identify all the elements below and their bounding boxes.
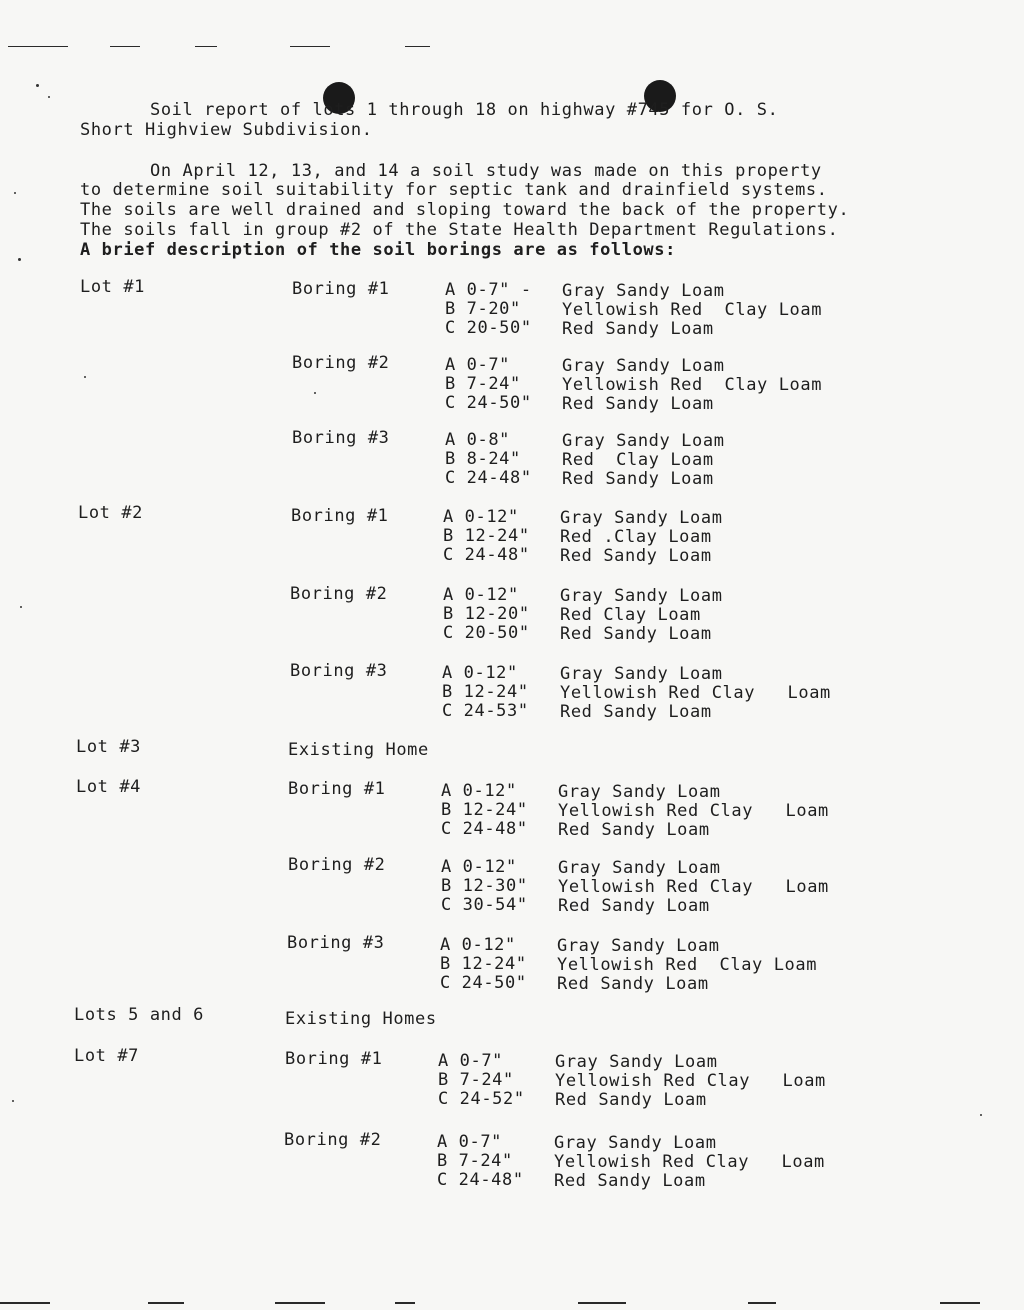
horizon-depths xyxy=(440,936,527,993)
scan-speck xyxy=(314,392,316,394)
soil-row: Gray Sandy Loam xyxy=(560,586,723,606)
horizon-row: C 24-48" xyxy=(445,468,532,488)
scan-footer-noise xyxy=(148,1302,184,1304)
soil-descriptions xyxy=(554,1134,825,1191)
soil-descriptions xyxy=(558,783,829,840)
lot-note: Existing Homes xyxy=(285,1009,437,1029)
horizon-row: A 0-12" xyxy=(443,507,519,527)
boring-label: Boring #2 xyxy=(284,1130,382,1150)
horizon-row: C 20-50" xyxy=(445,318,532,338)
soil-descriptions xyxy=(562,432,725,489)
soil-row: Gray Sandy Loam xyxy=(562,431,725,451)
scan-speck xyxy=(14,192,16,194)
horizon-row: B 7-24" xyxy=(438,1070,514,1090)
boring-label: Boring #1 xyxy=(288,779,386,799)
scan-speck xyxy=(36,84,39,87)
boring-label: Boring #3 xyxy=(292,428,390,448)
soil-row: Yellowish Red Clay Loam xyxy=(557,955,818,975)
boring-label: Boring #3 xyxy=(290,661,388,681)
soil-row: Red Sandy Loam xyxy=(554,1171,706,1191)
soil-descriptions xyxy=(562,282,822,339)
horizon-row: B 7-24" xyxy=(437,1151,513,1171)
horizon-row: A 0-7" xyxy=(438,1051,504,1071)
horizon-row: B 7-24" xyxy=(445,374,521,394)
horizon-row: A 0-7" xyxy=(437,1132,503,1152)
horizon-depths xyxy=(445,431,532,488)
soil-row: Gray Sandy Loam xyxy=(558,782,721,802)
horizon-row: A 0-12" xyxy=(442,663,518,683)
horizon-row: B 12-24" xyxy=(443,526,530,546)
soil-row: Red Sandy Loam xyxy=(560,546,712,566)
soil-descriptions xyxy=(560,509,723,566)
horizon-row: C 24-48" xyxy=(437,1170,524,1190)
horizon-depths xyxy=(438,1052,525,1109)
soil-row: Red Sandy Loam xyxy=(562,394,714,414)
soil-row: Red Clay Loam xyxy=(560,605,701,625)
scan-speck xyxy=(48,96,50,98)
lot-label: Lot #4 xyxy=(76,777,142,797)
soil-row: Red Sandy Loam xyxy=(555,1090,707,1110)
horizon-row: C 24-50" xyxy=(445,393,532,413)
report-title-line1: Soil report of lots 1 through 18 on highway #745 for O. S. xyxy=(150,100,779,120)
scan-speck xyxy=(20,606,22,608)
soil-row: Red Sandy Loam xyxy=(562,319,714,339)
soil-row: Yellowish Red Clay Loam xyxy=(555,1071,826,1091)
soil-descriptions xyxy=(558,859,829,916)
lot-label: Lot #3 xyxy=(76,737,142,757)
scan-footer-noise xyxy=(0,1302,50,1304)
lot-label: Lots 5 and 6 xyxy=(74,1005,205,1025)
intro-line: The soils fall in group #2 of the State Health Department Regulations. xyxy=(80,220,839,240)
lot-label: Lot #1 xyxy=(80,277,146,297)
scan-footer-noise xyxy=(748,1302,776,1304)
horizon-row: B 12-20" xyxy=(443,604,530,624)
boring-label: Boring #2 xyxy=(290,584,388,604)
soil-row: Red Sandy Loam xyxy=(558,896,710,916)
horizon-depths xyxy=(445,281,532,338)
boring-label: Boring #3 xyxy=(287,933,385,953)
boring-label: Boring #2 xyxy=(292,353,390,373)
boring-label: Boring #1 xyxy=(285,1049,383,1069)
soil-row: Gray Sandy Loam xyxy=(557,936,720,956)
scan-footer-noise xyxy=(578,1302,626,1304)
scan-footer-noise xyxy=(940,1302,980,1304)
horizon-depths xyxy=(437,1133,524,1190)
horizon-row: A 0-12" xyxy=(441,781,517,801)
lot-label: Lot #7 xyxy=(74,1046,140,1066)
soil-descriptions xyxy=(560,587,723,644)
soil-row: Yellowish Red Clay Loam xyxy=(560,683,831,703)
soil-row: Gray Sandy Loam xyxy=(555,1052,718,1072)
horizon-row: A 0-7" - xyxy=(445,280,532,300)
lot-label: Lot #2 xyxy=(78,503,144,523)
soil-row: Yellowish Red Clay Loam xyxy=(554,1152,825,1172)
scan-header-noise xyxy=(0,0,1024,60)
soil-row: Red Sandy Loam xyxy=(560,624,712,644)
soil-descriptions xyxy=(557,937,817,994)
intro-line: A brief description of the soil borings are as follows: xyxy=(80,240,676,260)
soil-row: Red Sandy Loam xyxy=(560,702,712,722)
horizon-row: C 24-53" xyxy=(442,701,529,721)
horizon-row: A 0-12" xyxy=(443,585,519,605)
soil-row: Red Clay Loam xyxy=(562,450,714,470)
soil-descriptions xyxy=(560,665,831,722)
scan-speck xyxy=(980,1114,982,1116)
horizon-row: C 24-48" xyxy=(441,819,528,839)
soil-row: Yellowish Red Clay Loam xyxy=(562,300,823,320)
soil-row: Red Sandy Loam xyxy=(557,974,709,994)
soil-row: Gray Sandy Loam xyxy=(562,356,725,376)
soil-row: Gray Sandy Loam xyxy=(560,508,723,528)
horizon-row: A 0-12" xyxy=(441,857,517,877)
soil-row: Gray Sandy Loam xyxy=(562,281,725,301)
intro-line: The soils are well drained and sloping toward the back of the property. xyxy=(80,200,850,220)
horizon-row: C 24-48" xyxy=(443,545,530,565)
horizon-row: B 12-24" xyxy=(440,954,527,974)
boring-label: Boring #1 xyxy=(292,279,390,299)
horizon-row: B 8-24" xyxy=(445,449,521,469)
soil-row: Gray Sandy Loam xyxy=(560,664,723,684)
horizon-row: A 0-12" xyxy=(440,935,516,955)
horizon-depths xyxy=(441,782,528,839)
soil-descriptions xyxy=(555,1053,826,1110)
horizon-row: B 12-24" xyxy=(442,682,529,702)
horizon-row: A 0-8" xyxy=(445,430,511,450)
soil-row: Gray Sandy Loam xyxy=(554,1133,717,1153)
horizon-depths xyxy=(442,664,529,721)
horizon-depths xyxy=(443,508,530,565)
soil-row: Yellowish Red Clay Loam xyxy=(558,801,829,821)
scan-footer-noise xyxy=(275,1302,325,1304)
soil-descriptions xyxy=(562,357,822,414)
intro-line: to determine soil suitability for septic tank and drainfield systems. xyxy=(80,180,828,200)
scan-footer-noise xyxy=(395,1302,415,1304)
scan-speck xyxy=(84,376,86,378)
intro-line: On April 12, 13, and 14 a soil study was made on this property xyxy=(150,161,822,181)
boring-label: Boring #1 xyxy=(291,506,389,526)
soil-row: Yellowish Red Clay Loam xyxy=(558,877,829,897)
horizon-depths xyxy=(445,356,532,413)
horizon-row: C 20-50" xyxy=(443,623,530,643)
soil-row: Red .Clay Loam xyxy=(560,527,712,547)
horizon-depths xyxy=(443,586,530,643)
soil-row: Red Sandy Loam xyxy=(562,469,714,489)
lot-note: Existing Home xyxy=(288,740,429,760)
soil-row: Yellowish Red Clay Loam xyxy=(562,375,823,395)
soil-row: Red Sandy Loam xyxy=(558,820,710,840)
soil-row: Gray Sandy Loam xyxy=(558,858,721,878)
horizon-row: A 0-7" xyxy=(445,355,511,375)
horizon-row: C 30-54" xyxy=(441,895,528,915)
scan-speck xyxy=(12,1100,14,1102)
horizon-row: B 7-20" xyxy=(445,299,521,319)
horizon-row: C 24-52" xyxy=(438,1089,525,1109)
boring-label: Boring #2 xyxy=(288,855,386,875)
horizon-depths xyxy=(441,858,528,915)
horizon-row: B 12-24" xyxy=(441,800,528,820)
scan-speck xyxy=(18,258,21,261)
horizon-row: C 24-50" xyxy=(440,973,527,993)
horizon-row: B 12-30" xyxy=(441,876,528,896)
report-title-line2: Short Highview Subdivision. xyxy=(80,120,373,140)
